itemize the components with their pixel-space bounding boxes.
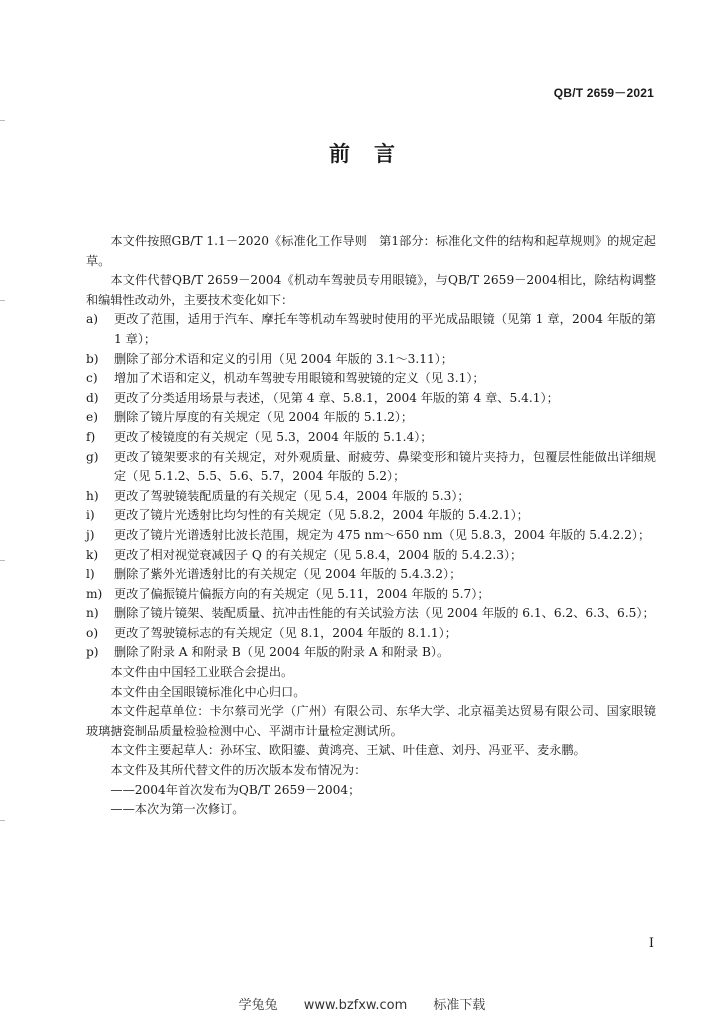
change-item-marker: g) [86,449,99,464]
change-item-marker: k) [86,547,99,562]
change-item-text: 更改了镜片光透射比均匀性的有关规定（见 5.8.2，2004 年版的 5.4.2.1）； [114,508,529,523]
change-item [86,389,656,409]
change-item-text: 删除了镜片厚度的有关规定（见 2004 年版的 5.1.2）； [114,410,414,425]
change-item-marker: p) [86,645,99,660]
change-item-text: 删除了紫外光谱透射比的有关规定（见 2004 年版的 5.4.3.2）； [114,567,462,582]
change-item [86,350,656,370]
change-item [86,408,656,428]
change-item-text: 更改了范围，适用于汽车、摩托车等机动车驾驶时使用的平光成品眼镜（见第 1 章，2004 年版的第 1 章）； [114,312,656,346]
paragraph-drafting-units: 本文件起草单位：卡尔蔡司光学（广州）有限公司、东华大学、北京福美达贸易有限公司、国家眼镜玻璃搪瓷制品质量检验检测中心、平湖市计量检定测试所。 [86,704,656,738]
margin-tick [0,300,5,301]
margin-tick [0,560,5,561]
change-item-marker: d) [86,390,99,405]
change-item-marker: l) [86,567,95,582]
change-item [86,369,656,389]
change-item-text: 更改了镜片光谱透射比波长范围，规定为 475 nm～650 nm（见 5.8.3，2004 年版的 5.4.2.2）； [114,527,651,542]
standard-code: QB/T 2659－2021 [553,86,654,100]
change-item-marker: m) [86,586,103,601]
history-item: ——本次为第一次修订。 [110,802,245,817]
change-item [86,428,656,448]
change-item-text: 删除了镜片镜架、装配质量、抗冲击性能的有关试验方法（见 2004 年版的 6.1、6.2、6.3、6.5）； [114,606,655,621]
change-item-marker: f) [86,429,96,444]
margin-tick [0,820,5,821]
page-number: I [648,936,654,951]
change-item [86,604,656,624]
change-item-text: 更改了驾驶镜标志的有关规定（见 8.1，2004 年版的 8.1.1）； [114,625,457,640]
change-item-marker: o) [86,625,99,640]
footer-site-name: 学兔兔 [238,998,278,1013]
change-item [86,624,656,644]
change-item [86,487,656,507]
change-item [86,643,656,663]
footer-watermark [0,994,724,1013]
page-title: 前言 [329,142,419,166]
change-item [86,526,656,546]
paragraph-replacement: 本文件代替QB/T 2659－2004《机动车驾驶员专用眼镜》，与QB/T 2659－2004相比，除结构调整和编辑性改动外，主要技术变化如下： [86,273,656,307]
change-item-marker: e) [86,410,98,425]
change-item [86,585,656,605]
change-item-marker: i) [86,508,95,523]
change-item-text: 更改了镜架要求的有关规定，对外观质量、耐疲劳、鼻梁变形和镜片夹持力，包覆层性能做出详细规定（见 5.1.2、5.5、5.6、5.7，2004 年版的 5.2）； [114,449,656,484]
change-item [86,565,656,585]
history-item: ——2004年首次发布为QB/T 2659－2004； [110,782,361,797]
change-item-text: 更改了棱镜度的有关规定（见 5.3，2004 年版的 5.1.4）； [114,429,433,444]
change-item-marker: b) [86,351,99,366]
change-item-marker: c) [86,371,98,386]
change-item [86,448,656,487]
change-item-text: 更改了驾驶镜装配质量的有关规定（见 5.4，2004 年版的 5.3）； [114,488,470,503]
change-item [86,310,656,349]
paragraph-history-intro: 本文件及其所代替文件的历次版本发布情况为： [110,763,367,778]
change-item-marker: j) [86,527,95,542]
change-item-text: 更改了偏振镜片偏振方向的有关规定（见 5.11，2004 年版的 5.7）； [114,586,490,601]
change-item-text: 增加了术语和定义，机动车驾驶专用眼镜和驾驶镜的定义（见 3.1）； [114,371,485,386]
change-item-text: 更改了分类适用场景与表述，（见第 4 章、5.8.1，2004 年版的第 4 章、5.4.1）； [114,390,559,405]
foreword-body [86,232,656,820]
paragraph-administrator: 本文件由全国眼镜标准化中心归口。 [110,684,306,699]
change-item [86,546,656,566]
change-item [86,506,656,526]
paragraph-proposer: 本文件由中国轻工业联合会提出。 [110,665,294,680]
margin-tick [0,120,5,121]
paragraph-drafters: 本文件主要起草人：孙环宝、欧阳鎏、黄鸿亮、王斌、叶佳意、刘丹、冯亚平、麦永鹏。 [110,743,586,758]
change-item-text: 更改了相对视觉衰减因子 Q 的有关规定（见 5.8.4，2004 版的 5.4.2.3）； [114,547,523,562]
paragraph-drafting-rules: 本文件按照GB/T 1.1－2020《标准化工作导则 第1部分：标准化文件的结构和起草规则》的规定起草。 [86,234,656,268]
change-item-text: 删除了附录 A 和附录 B（见 2004 年版的附录 A 和附录 B）。 [114,645,450,660]
technical-changes-list [86,310,656,663]
change-item-text: 删除了部分术语和定义的引用（见 2004 年版的 3.1～3.11）； [114,351,453,366]
change-item-marker: n) [86,606,99,621]
change-item-marker: h) [86,488,99,503]
footer-url[interactable]: www.bzfxw.com [303,998,408,1013]
footer-slogan: 标准下载 [433,998,486,1013]
change-item-marker: a) [86,312,99,327]
